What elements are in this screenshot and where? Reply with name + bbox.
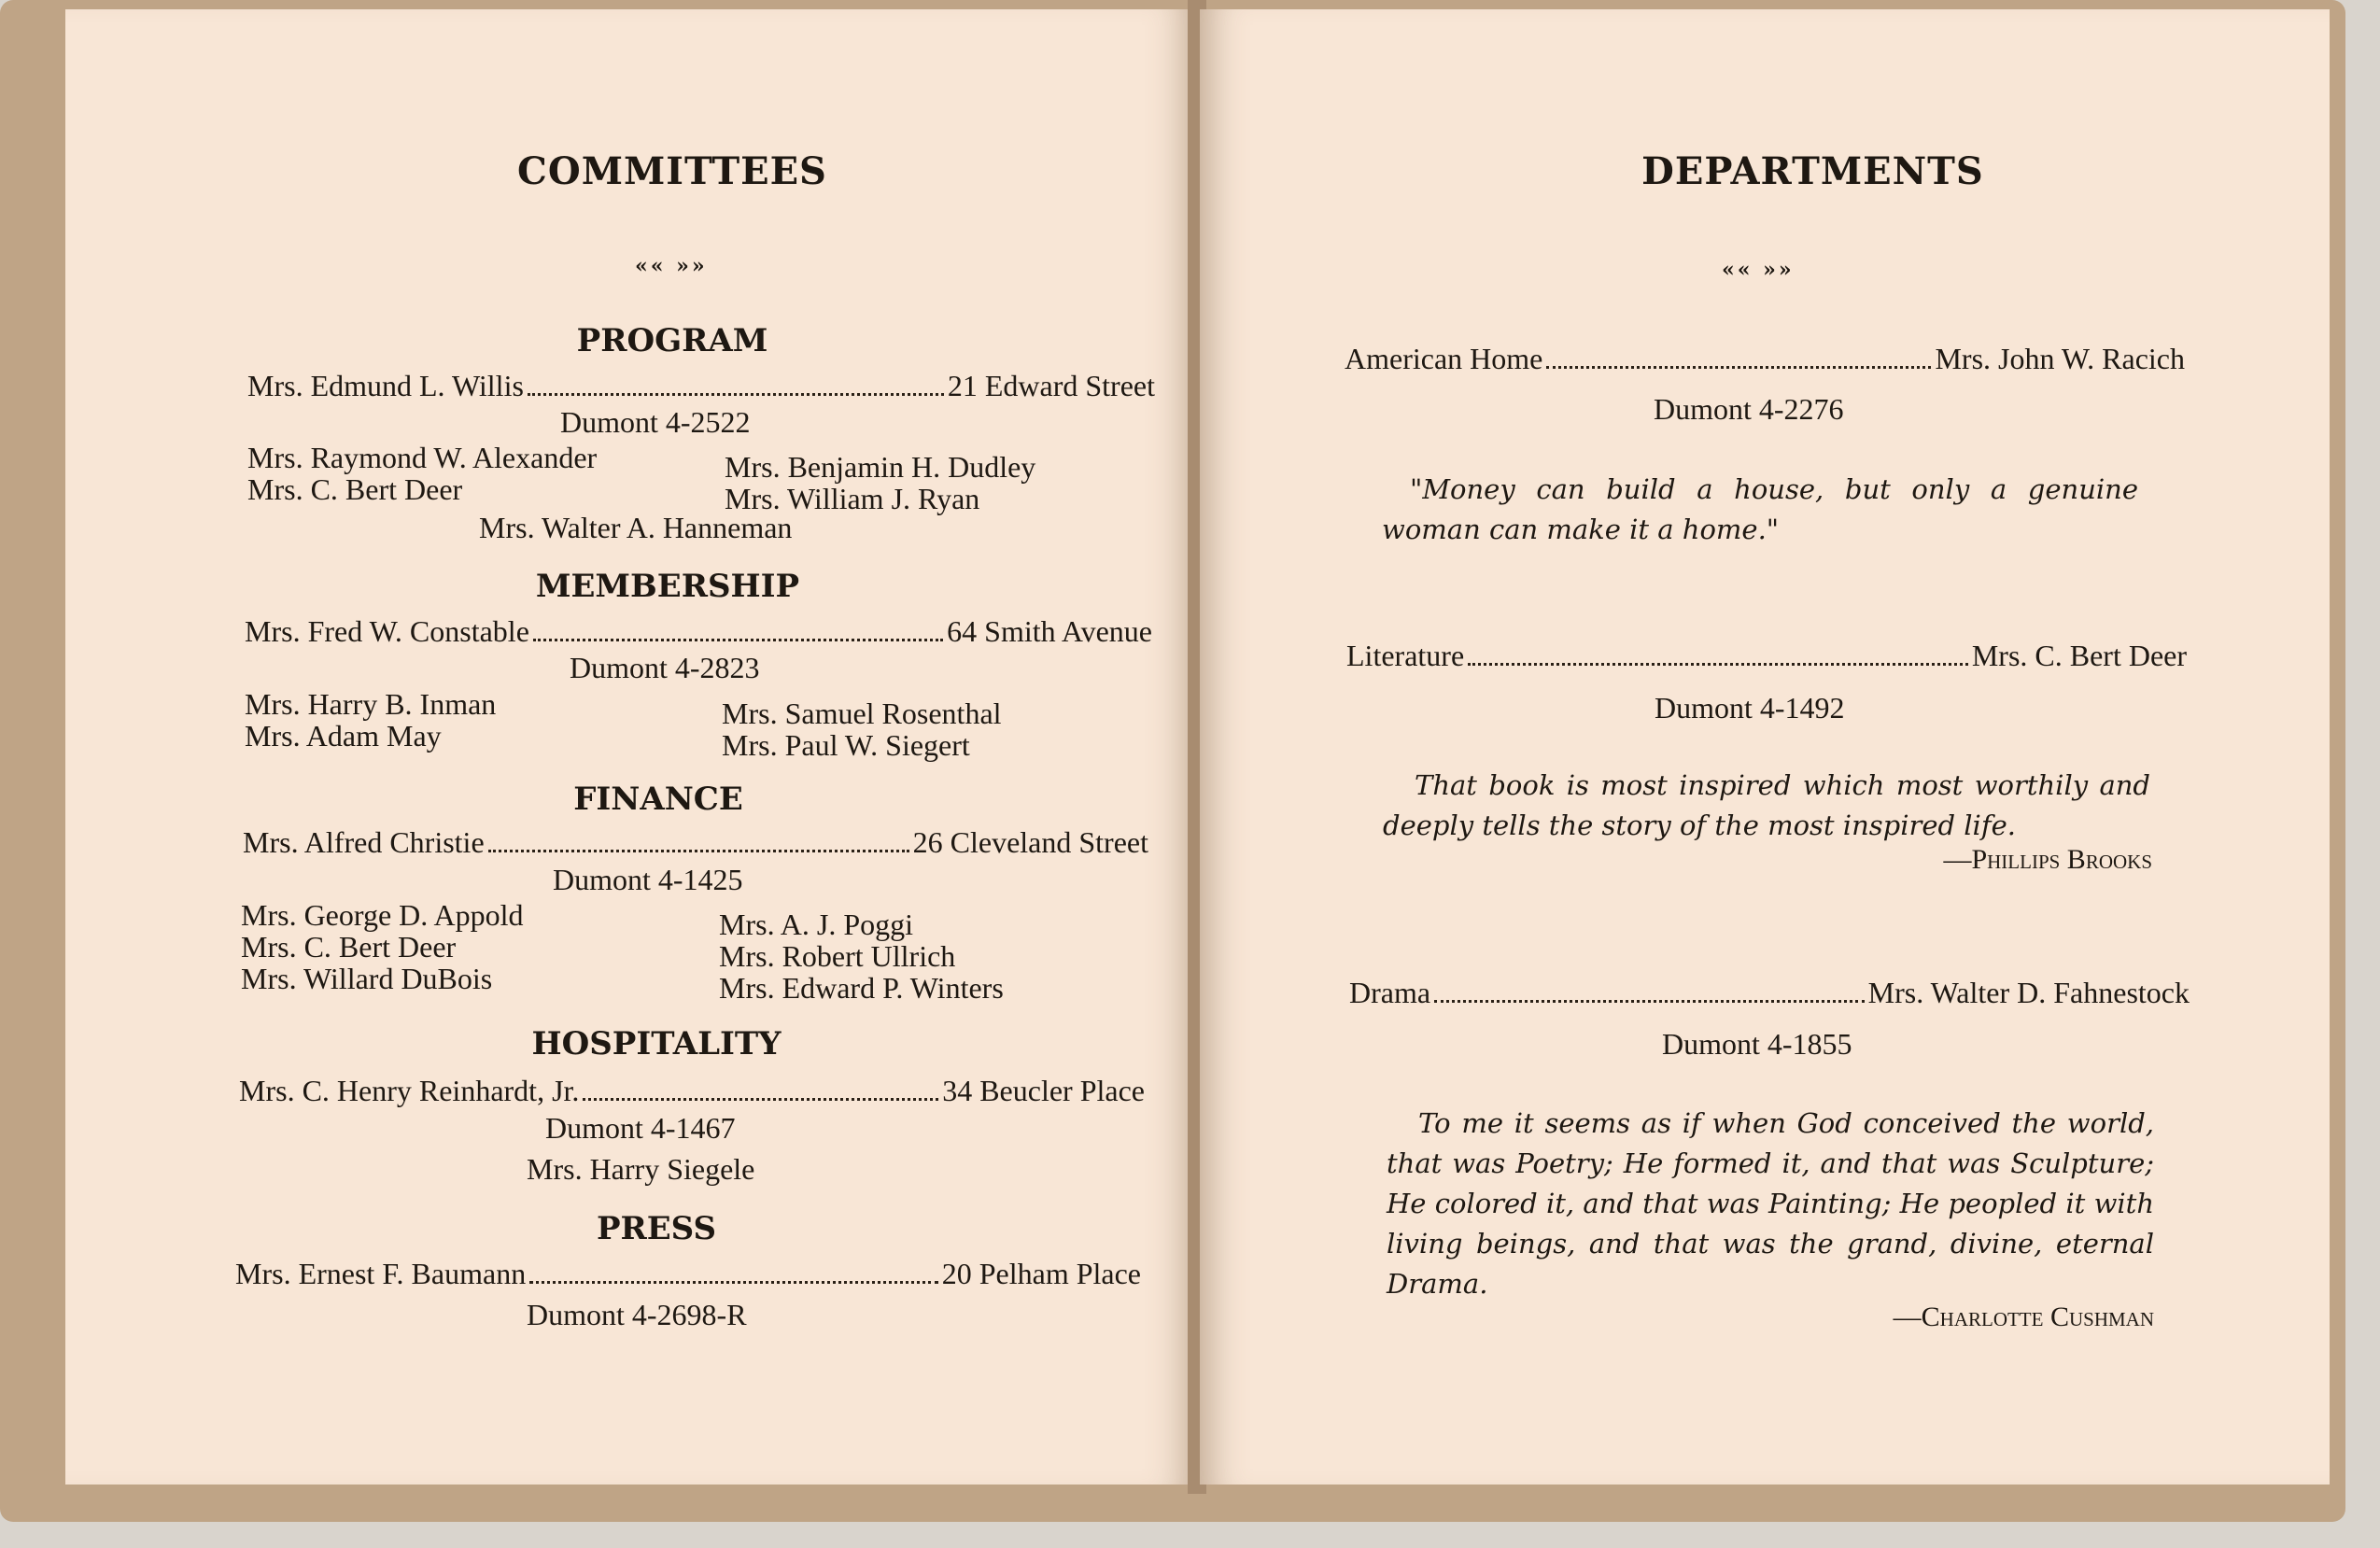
chair-name: Mrs. Alfred Christie [243, 825, 485, 859]
member-name: Mrs. A. J. Poggi [719, 908, 914, 941]
member-name: Mrs. Robert Ullrich [719, 939, 956, 973]
drama-quote: To me it seems as if when God conceived the world, that was Poetry; He formed it, and that was Sculpture; He colored it, and that was Painting; He peopled it with living beings, and that was the grand, divine, eternal Drama. [1387, 1107, 2154, 1300]
department-name: Literature [1346, 639, 1465, 672]
hospitality-phone: Dumont 4-1467 [545, 1111, 736, 1145]
chair-name: Mrs. Ernest F. Baumann [235, 1257, 527, 1290]
dot-leader [528, 393, 944, 396]
chair-name: Mrs. C. Henry Reinhardt, Jr. [239, 1074, 580, 1107]
press-phone: Dumont 4-2698-R [527, 1298, 747, 1331]
program-chair-line [247, 369, 1155, 404]
membership-chair-line [245, 614, 1152, 650]
literature-line [1346, 639, 2187, 674]
dot-leader [1468, 663, 1968, 666]
dot-leader [1546, 366, 1931, 369]
section-heading-program: PROGRAM [576, 322, 768, 359]
american-home-quote: "Money can build a house, but only a genuine woman can make it a home." [1382, 473, 2138, 545]
literature-phone: Dumont 4-1492 [1655, 691, 1845, 725]
dot-leader [1434, 1000, 1865, 1003]
literature-quote: That book is most inspired which most worthily and deeply tells the story of the most inspired life. [1383, 769, 2150, 841]
dot-leader [583, 1098, 938, 1101]
membership-phone: Dumont 4-2823 [570, 651, 760, 684]
member-name: Mrs. Harry Siegele [527, 1152, 755, 1186]
member-name: Mrs. Edward P. Winters [719, 971, 1004, 1005]
american-home-phone: Dumont 4-2276 [1654, 392, 1844, 426]
page-title: COMMITTEES [517, 149, 827, 193]
press-chair-line [235, 1257, 1141, 1292]
member-name: Mrs. Paul W. Siegert [722, 728, 970, 762]
finance-chair-line [243, 825, 1148, 861]
drama-line [1349, 976, 2190, 1011]
chair-address: 34 Beucler Place [942, 1074, 1145, 1107]
finance-phone: Dumont 4-1425 [553, 863, 743, 896]
member-name: Mrs. William J. Ryan [725, 482, 980, 515]
section-heading-finance: FINANCE [573, 781, 743, 818]
chair-address: 26 Cleveland Street [912, 825, 1148, 859]
literature-attribution: —Phillips Brooks [1943, 844, 2152, 875]
right-page [1200, 9, 2330, 1485]
department-chair: Mrs. John W. Racich [1935, 342, 2185, 375]
member-name: Mrs. C. Bert Deer [241, 930, 457, 964]
member-name: Mrs. Harry B. Inman [245, 687, 497, 721]
ornament: «« »» [1722, 258, 1795, 282]
member-name: Mrs. Benjamin H. Dudley [725, 450, 1036, 484]
dot-leader [488, 850, 909, 852]
american-home-line [1345, 342, 2185, 377]
member-name: Mrs. Willard DuBois [241, 962, 493, 995]
section-heading-hospitality: HOSPITALITY [531, 1025, 782, 1062]
dot-leader [529, 1281, 938, 1284]
department-chair: Mrs. C. Bert Deer [1971, 639, 2187, 672]
department-name: Drama [1349, 976, 1431, 1009]
department-name: American Home [1345, 342, 1543, 375]
member-name: Mrs. Walter A. Hanneman [479, 511, 793, 544]
member-name: Mrs. Raymond W. Alexander [247, 441, 598, 474]
chair-address: 20 Pelham Place [941, 1257, 1141, 1290]
hospitality-chair-line [239, 1074, 1145, 1109]
drama-attribution: —Charlotte Cushman [1893, 1302, 2154, 1332]
dot-leader [533, 639, 943, 641]
chair-name: Mrs. Edmund L. Willis [247, 369, 524, 402]
chair-name: Mrs. Fred W. Constable [245, 614, 529, 648]
page-title: DEPARTMENTS [1641, 149, 1984, 193]
chair-address: 64 Smith Avenue [947, 614, 1152, 648]
member-name: Mrs. C. Bert Deer [247, 472, 463, 506]
member-name: Mrs. Adam May [245, 719, 442, 753]
left-page [65, 9, 1195, 1485]
department-chair: Mrs. Walter D. Fahnestock [1867, 976, 2190, 1009]
section-heading-press: PRESS [596, 1210, 717, 1247]
chair-address: 21 Edward Street [947, 369, 1155, 402]
member-name: Mrs. Samuel Rosenthal [722, 697, 1002, 730]
program-phone: Dumont 4-2522 [560, 405, 751, 439]
drama-phone: Dumont 4-1855 [1662, 1027, 1852, 1061]
ornament: «« »» [635, 254, 708, 278]
section-heading-membership: MEMBERSHIP [535, 568, 800, 605]
member-name: Mrs. George D. Appold [241, 898, 524, 932]
